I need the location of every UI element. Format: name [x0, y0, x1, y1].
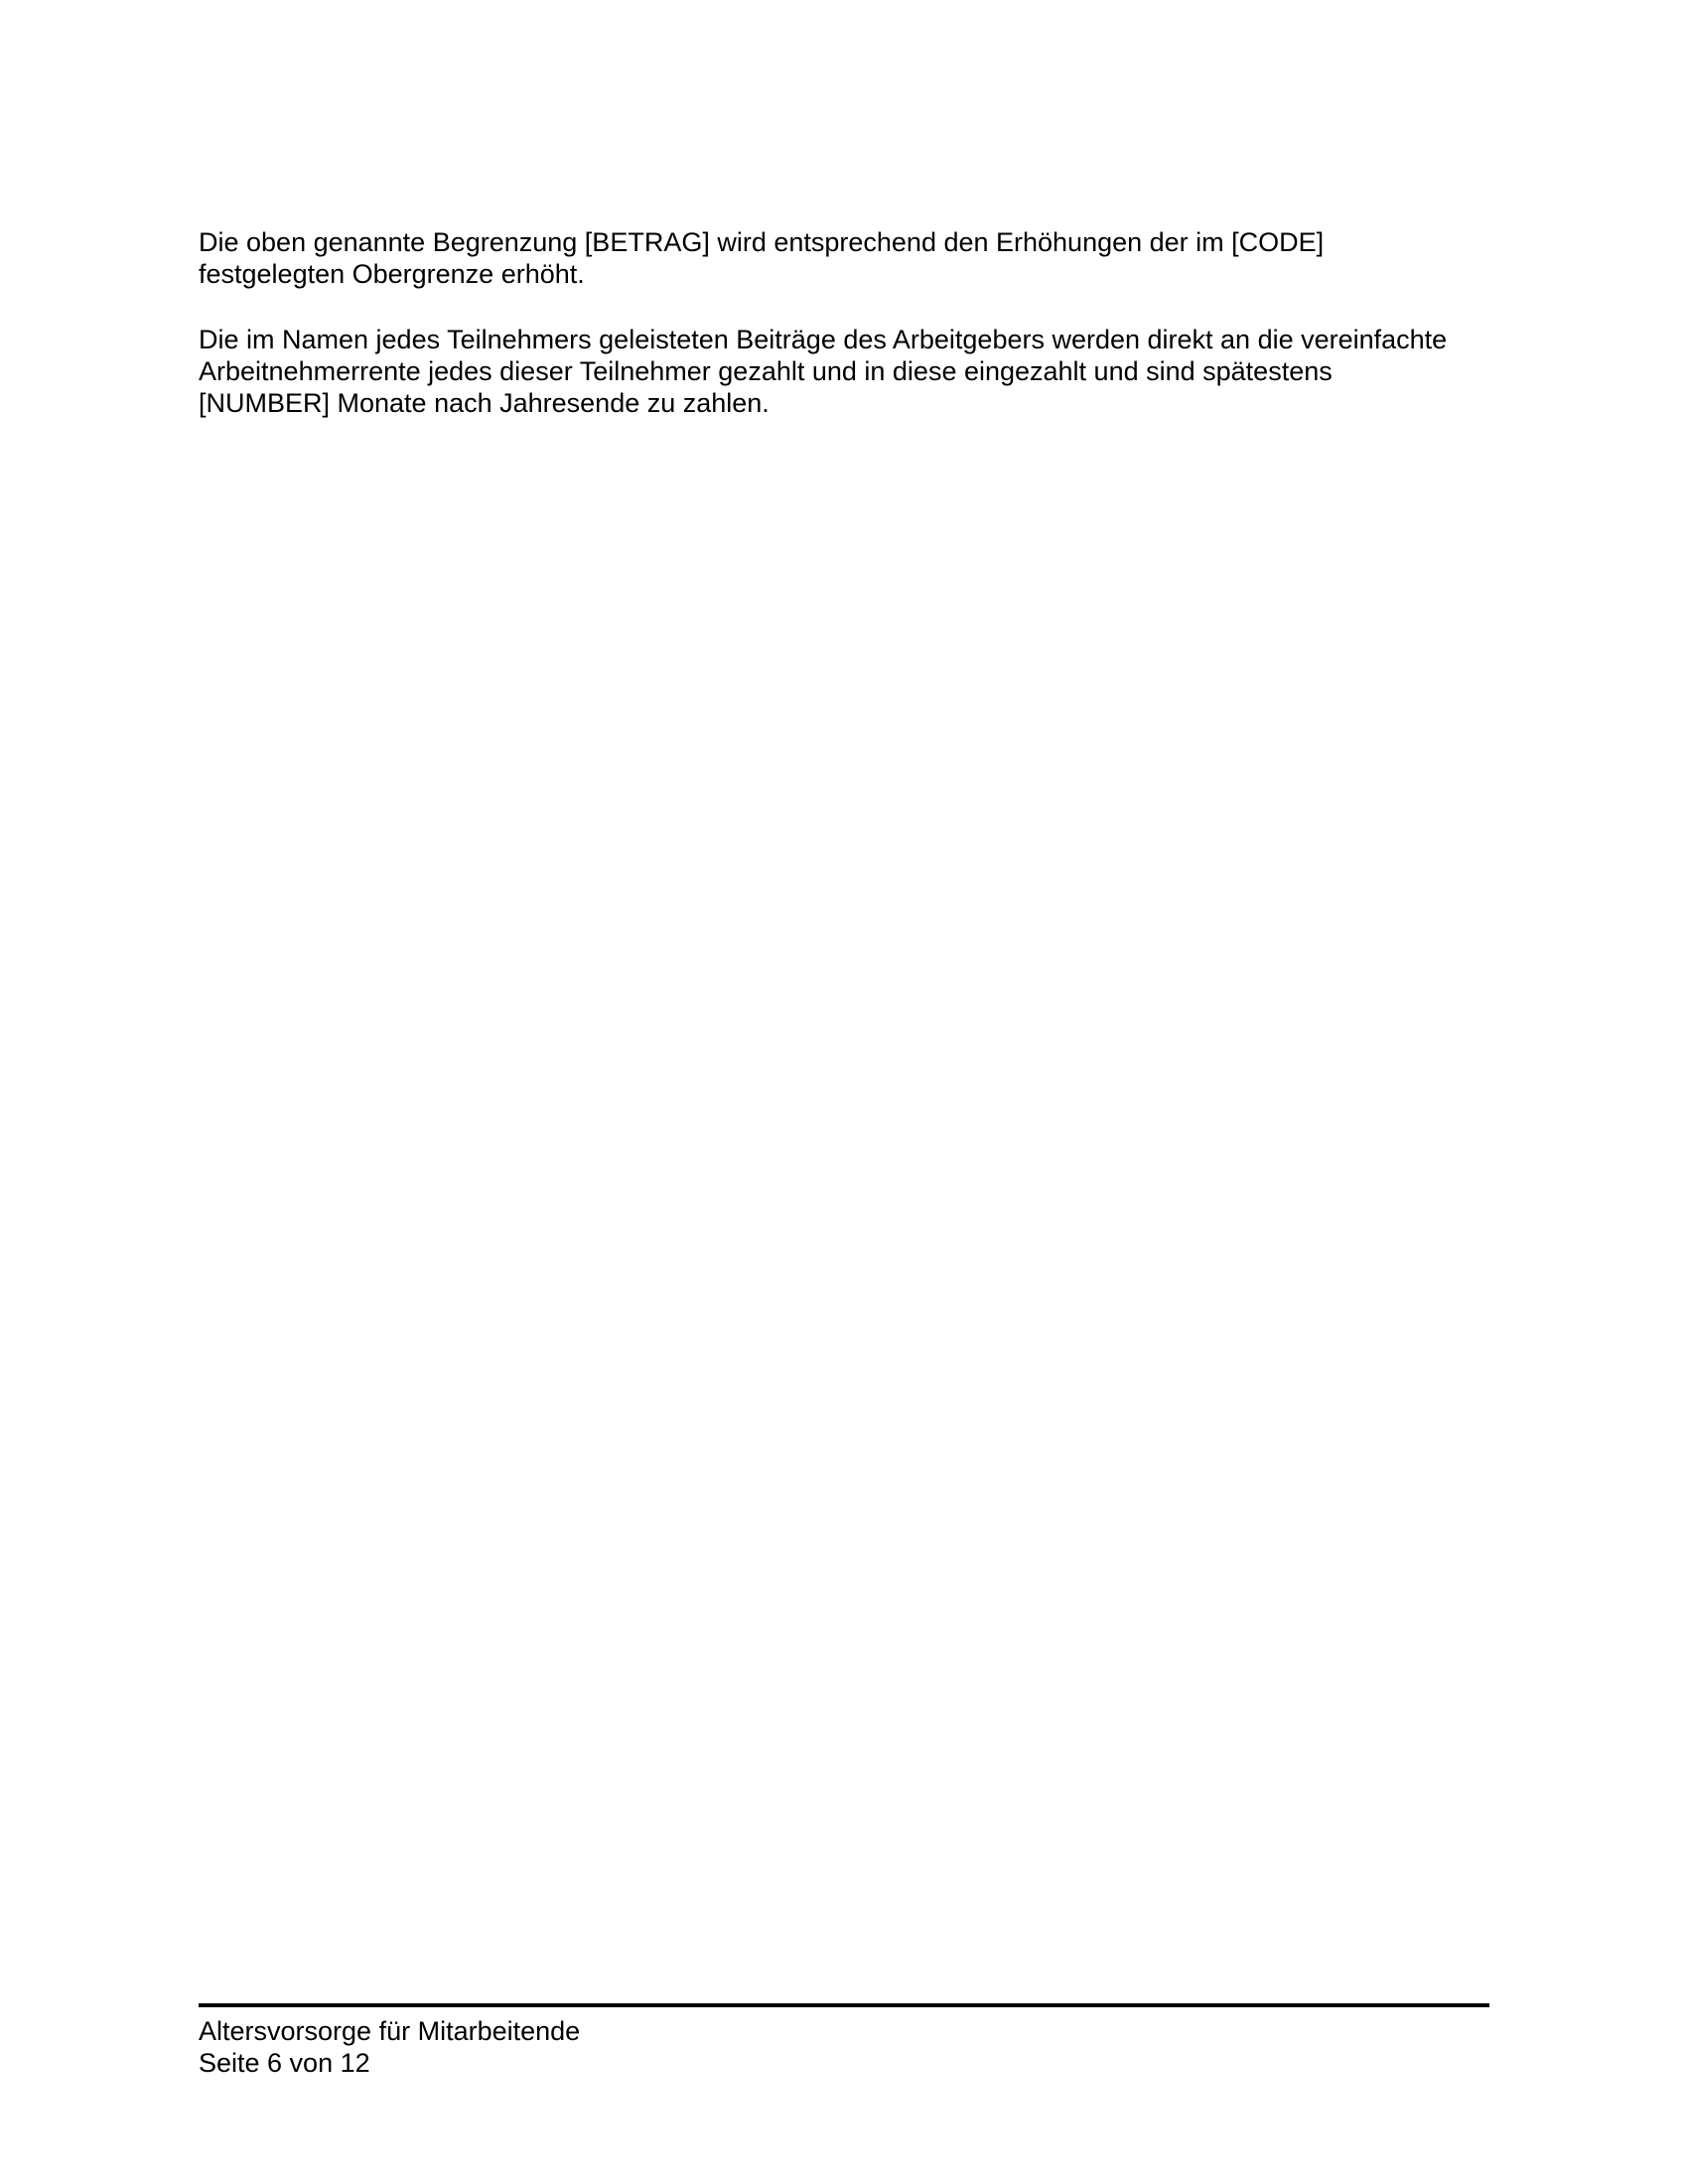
paragraph-contribution-limit: Die oben genannte Begrenzung [BETRAG] wird entsprechend den Erhöhungen der im [CODE] festgelegten Obergrenze erhöht. [199, 227, 1325, 289]
page-footer [199, 2003, 1489, 2079]
footer-title: Altersvorsorge für Mitarbeitende [199, 2016, 581, 2046]
paragraph-employer-contributions: Die im Namen jedes Teilnehmers geleisteten Beiträge des Arbeitgebers werden direkt an die vereinfachte Arbeitnehmerrente jedes dieser Teilnehmer gezahlt und in diese eingezahlt und sind spätestens [NUMBER] Monate nach Jahresende zu zahlen. [199, 325, 1448, 418]
page-number: Seite 6 von 12 [199, 2048, 370, 2078]
document-body [199, 226, 1489, 453]
footer-divider [199, 2003, 1489, 2007]
